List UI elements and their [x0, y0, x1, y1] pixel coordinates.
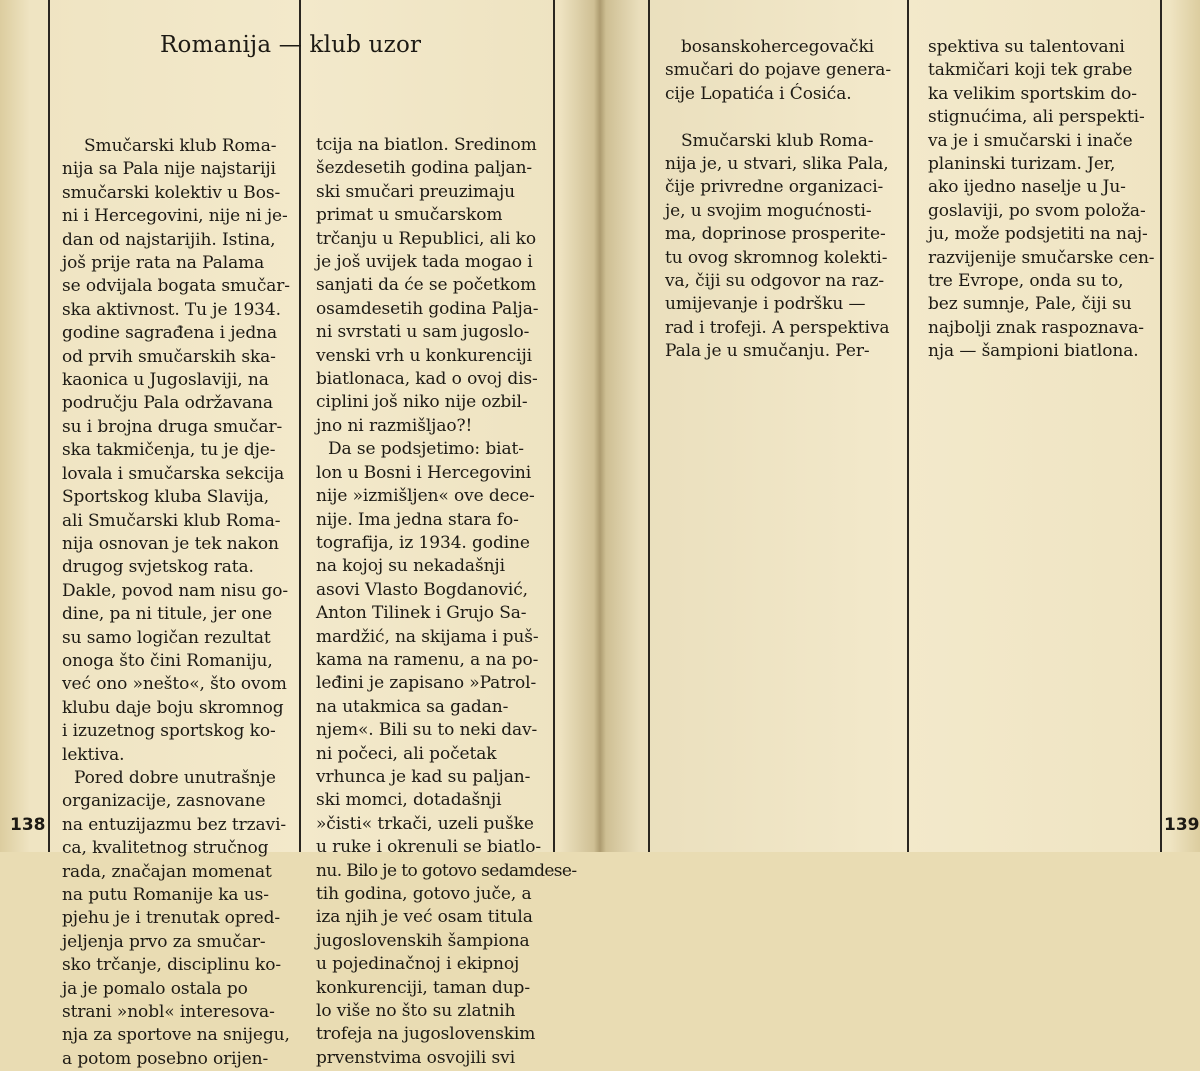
text-line: su samo logičan rezultat [62, 627, 271, 648]
text-line: mardžić, na skijama i puš- [316, 626, 539, 647]
column-rule-left-middle [299, 0, 301, 852]
text-line: lovala i smučarska sekcija [62, 463, 285, 484]
text-line: u ruke i okrenuli se biatlo- [316, 837, 542, 858]
text-line: klubu daje boju skromnog [62, 697, 284, 718]
text-line: lektiva. [62, 744, 125, 765]
text-line: cije Lopatića i Ćosića. [665, 83, 852, 104]
text-line: ca, kvalitetnog stručnog [62, 838, 269, 859]
text-line: ska takmičenja, tu je dje- [62, 440, 276, 461]
text-line: biatlonaca, kad o ovoj dis- [316, 369, 538, 390]
text-line: smučari do pojave genera- [665, 60, 891, 81]
column-rule-left-outer [48, 0, 50, 852]
text-line: od prvih smučarskih ska- [62, 346, 276, 367]
text-line: kaonica u Jugoslaviji, na [62, 370, 269, 391]
page-number-right: 139 [1164, 815, 1200, 835]
text-line: va je i smučarski i inače [928, 130, 1133, 151]
text-line: lo više no što su zlatnih [316, 1001, 516, 1022]
text-line: i izuzetnog sportskog ko- [62, 721, 276, 742]
text-line: asovi Vlasto Bogdanović, [316, 579, 528, 600]
text-line: ciplini još niko nije ozbil- [316, 392, 528, 413]
text-line: njem«. Bili su to neki dav- [316, 720, 538, 741]
column-rule-right-outer [1160, 0, 1162, 852]
text-line: tu ovog skromnog kolekti- [665, 247, 888, 268]
text-line: strani »nobl« interesova- [62, 1002, 275, 1023]
text-line: je još uvijek tada mogao i [316, 252, 533, 273]
text-line: Pored dobre unutrašnje [74, 767, 276, 788]
text-line: ka velikim sportskim do- [928, 83, 1137, 104]
text-line: razvijenije smučarske cen- [928, 247, 1155, 268]
text-line: Sportskog kluba Slavija, [62, 487, 270, 508]
text-line [665, 106, 903, 129]
text-column-1 [62, 135, 292, 1071]
text-line: ma, doprinose prosperite- [665, 224, 886, 245]
text-line: sko trčanje, disciplinu ko- [62, 955, 282, 976]
text-line: tre Evrope, onda su to, [928, 271, 1124, 292]
text-line: dan od najstarijih. Istina, [62, 229, 276, 250]
text-line: osamdesetih godina Palja- [316, 298, 539, 319]
text-line: organizacije, zasnovane [62, 791, 266, 812]
text-line: nije »izmišljen« ove dece- [316, 486, 535, 507]
text-line: tih godina, gotovo juče, a [316, 884, 532, 904]
text-line: takmičari koji tek grabe [928, 60, 1133, 81]
text-line: nu. Bilo je to gotovo sedamdese- [316, 860, 577, 881]
text-line: iza njih je već osam titula [316, 907, 533, 928]
text-line: nije. Ima jedna stara fo- [316, 509, 519, 530]
text-line: na putu Romanije ka us- [62, 885, 269, 905]
text-line: smučarski kolektiv u Bos- [62, 182, 281, 203]
text-line: još prije rata na Palama [62, 253, 265, 274]
text-line: ja je pomalo ostala po [62, 978, 248, 999]
text-line: jno ni razmišljao?! [316, 415, 473, 436]
text-line: va, čiji su odgovor na raz- [665, 271, 885, 292]
text-line: tografija, iz 1934. godine [316, 532, 530, 553]
text-line: ni počeci, ali početak [316, 743, 497, 764]
text-column-2 [316, 134, 577, 1070]
text-line: nja za sportove na snijegu, [62, 1025, 290, 1046]
text-column-4 [928, 36, 1156, 364]
text-line: konkurenciji, taman dup- [316, 977, 530, 998]
text-line: pjehu je i trenutak opred- [62, 908, 281, 929]
text-line: sanjati da će se početkom [316, 275, 537, 296]
text-line: vrhunca je kad su paljan- [316, 766, 531, 787]
column-rule-right-middle [907, 0, 909, 852]
text-line: na kojoj su nekadašnji [316, 556, 505, 577]
text-line: drugog svjetskog rata. [62, 557, 254, 578]
text-line: a potom posebno orijen- [62, 1048, 269, 1069]
text-line: u pojedinačnoj i ekipnoj [316, 954, 520, 975]
text-line: na utakmica sa gadan- [316, 696, 509, 717]
text-line: ni svrstati u sam jugoslo- [316, 322, 530, 343]
text-column-3 [665, 36, 903, 364]
text-line: spektiva su talentovani [928, 37, 1125, 57]
text-line: rada, značajan momenat [62, 861, 272, 882]
text-line: godine sagrađena i jedna [62, 323, 278, 344]
column-rule-left-inner [553, 0, 555, 852]
text-line: jugoslovenskih šampiona [316, 930, 530, 951]
text-line: nija osnovan je tek nakon [62, 533, 279, 554]
text-line: venski vrh u konkurenciji [316, 345, 532, 366]
text-line: trofeja na jugoslovenskim [316, 1024, 536, 1045]
text-line: kama na ramenu, a na po- [316, 649, 539, 670]
text-line: goslaviji, po svom položa- [928, 200, 1146, 221]
text-line: dine, pa ni titule, jer one [62, 604, 273, 625]
text-line: Anton Tilinek i Grujo Sa- [316, 603, 527, 624]
text-line: trčanju u Republici, ali ko [316, 228, 537, 249]
text-line: bez sumnje, Pale, čiji su [928, 294, 1132, 315]
text-line: Dakle, povod nam nisu go- [62, 580, 289, 601]
text-line: ali Smučarski klub Roma- [62, 510, 281, 531]
text-line: ski smučari preuzimaju [316, 181, 515, 202]
text-line: Pala je u smučanju. Per- [665, 341, 870, 362]
text-line: jeljenja prvo za smučar- [62, 931, 266, 952]
text-line: nija sa Pala nije najstariji [62, 159, 276, 180]
text-line: prvenstvima osvojili svi [316, 1047, 516, 1068]
text-line: onoga što čini Romaniju, [62, 650, 273, 671]
text-line: rad i trofeji. A perspektiva [665, 317, 890, 338]
text-line: ni i Hercegovini, nije ni je- [62, 206, 288, 227]
text-line: planinski turizam. Jer, [928, 154, 1116, 175]
text-line: čije privredne organizaci- [665, 177, 884, 198]
page-number-left: 138 [10, 815, 46, 835]
text-line: na entuzijazmu bez trzavi- [62, 814, 287, 835]
text-line: ju, može podsjetiti na naj- [928, 224, 1148, 245]
text-line: nja — šampioni biatlona. [928, 341, 1139, 362]
text-line: je, u svojim mogućnosti- [665, 200, 872, 221]
text-line: »čisti« trkači, uzeli puške [316, 813, 534, 834]
text-line: leđini je zapisano »Patrol- [316, 673, 537, 694]
text-line: umijevanje i podršku — [665, 294, 866, 315]
column-rule-right-inner [648, 0, 650, 852]
book-gutter [594, 0, 606, 852]
article-title: Romanija — klub uzor [160, 32, 422, 58]
text-line: nija je, u stvari, slika Pala, [665, 154, 889, 175]
text-line: Smučarski klub Roma- [84, 136, 277, 156]
text-line: bosanskohercegovački [681, 37, 875, 57]
text-line: stignućima, ali perspekti- [928, 107, 1145, 128]
text-line: šezdesetih godina paljan- [316, 158, 533, 179]
text-line: lon u Bosni i Hercegovini [316, 462, 532, 483]
text-line: tcija na biatlon. Sredinom [316, 135, 537, 155]
text-line: se odvijala bogata smučar- [62, 276, 290, 297]
text-line: su i brojna druga smučar- [62, 416, 283, 437]
text-line: najbolji znak raspoznava- [928, 317, 1144, 338]
text-line: već ono »nešto«, što ovom [62, 674, 287, 695]
text-line: ako ijedno naselje u Ju- [928, 177, 1126, 198]
text-line: području Pala održavana [62, 393, 273, 414]
text-line: Da se podsjetimo: biat- [328, 439, 524, 460]
text-line: ski momci, dotadašnji [316, 790, 502, 811]
text-line: ska aktivnost. Tu je 1934. [62, 299, 281, 320]
text-line: Smučarski klub Roma- [681, 130, 874, 151]
text-line: primat u smučarskom [316, 205, 503, 226]
